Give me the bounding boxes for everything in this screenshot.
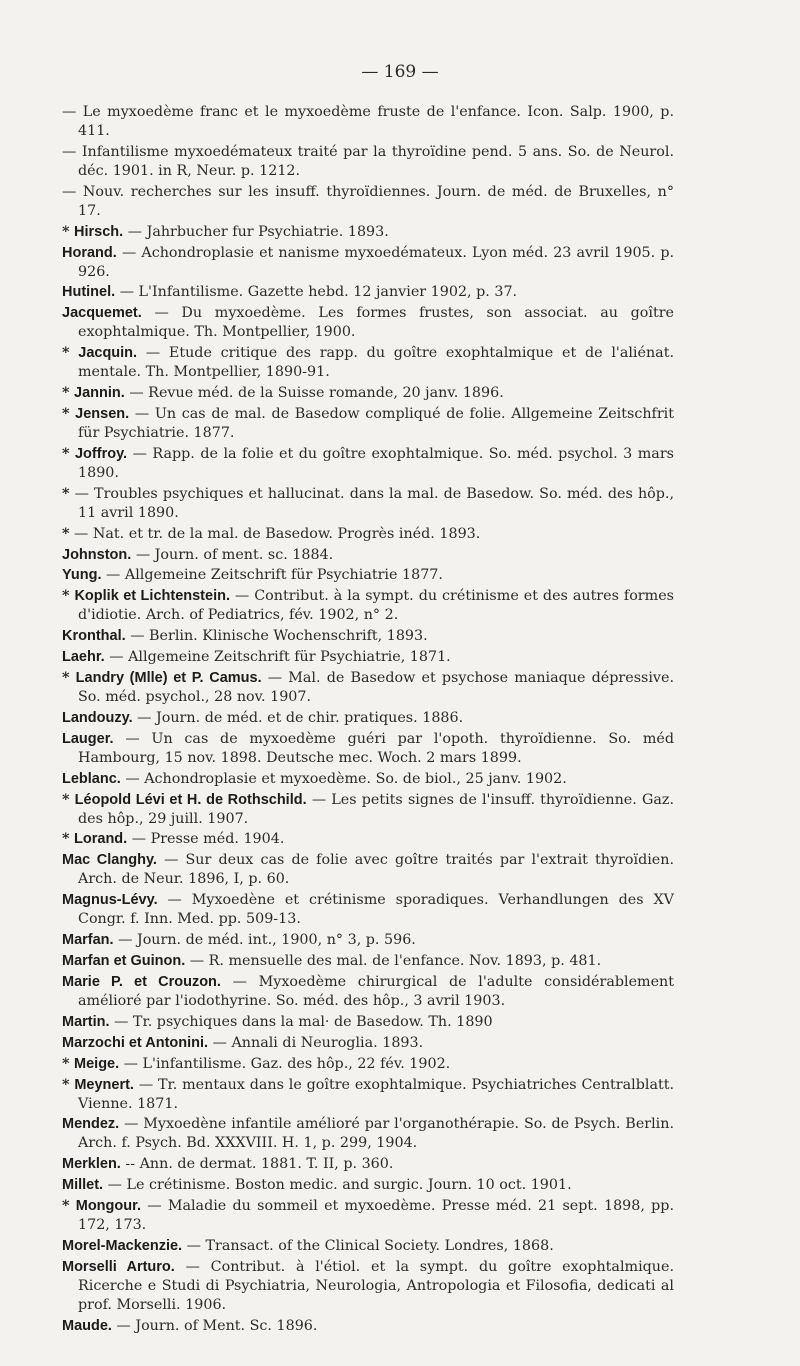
- bibliography-entry: [62, 791, 674, 829]
- entry-author: Jacquin.: [78, 345, 138, 362]
- entry-reference: — Allgemeine Zeitschrift für Psychiatrie, 1871.: [109, 649, 451, 666]
- entry-reference: — Etude critique des rapp. du goître exophtalmique et de l'aliénat. mentale. Th. Montpellier, 1890-91.: [78, 345, 674, 381]
- entry-author: Lorand.: [74, 831, 128, 848]
- bibliography-entry: [62, 952, 674, 971]
- bibliography-entry: [62, 344, 674, 382]
- entry-author: Jannin.: [74, 385, 125, 402]
- bibliography-entry: [62, 851, 674, 889]
- bibliography-entry: [62, 304, 674, 342]
- entry-reference: — Contribut. à l'étiol. et la sympt. du goître exophtalmique. Ricerche e Studi di Psychiatria, Neurologia, Antropologia et Filosofia, dedicati al prof. Morselli. 1906.: [78, 1258, 675, 1313]
- entry-reference: — Sur deux cas de folie avec goître traités par l'extrait thyroïdien. Arch. de Neur. 1896, I, p. 60.: [78, 852, 675, 888]
- entry-reference: — Jahrbucher fur Psychiatrie. 1893.: [127, 223, 389, 240]
- entry-reference: — Presse méd. 1904.: [131, 831, 285, 848]
- bibliography-entry: [62, 405, 674, 443]
- entry-reference: — Infantilisme myxoedémateux traité par la thyroïdine pend. 5 ans. So. de Neurol. déc. 1901. in R, Neur. p. 1212.: [62, 143, 674, 179]
- entry-reference: — Myxoedène et crétinisme sporadiques. Verhandlungen des XV Congr. f. Inn. Med. pp. 509-13.: [78, 892, 674, 928]
- bibliography-entry: [62, 770, 674, 789]
- bibliography-entry: [62, 891, 674, 929]
- bibliography-entry: [62, 1034, 674, 1053]
- asterisk-mark: *: [62, 831, 70, 848]
- bibliography-entry: [62, 648, 674, 667]
- bibliography-entry: [62, 103, 674, 141]
- bibliography-entry: [62, 709, 674, 728]
- bibliography-entry: [62, 1258, 674, 1315]
- entry-reference: — Journ. de méd. et de chir. pratiques. 1886.: [137, 709, 464, 726]
- entry-reference: — Revue méd. de la Suisse romande, 20 janv. 1896.: [129, 385, 504, 402]
- entry-reference: — Journ. de méd. int., 1900, n° 3, p. 596.: [118, 932, 416, 949]
- entry-reference: — Tr. psychiques dans la mal· de Basedow. Th. 1890: [114, 1013, 493, 1030]
- asterisk-mark: *: [62, 485, 70, 502]
- entry-reference: — Achondroplasie et nanisme myxoedémateux. Lyon méd. 23 avril 1905. p. 926.: [78, 244, 675, 280]
- entry-author: Merklen.: [62, 1156, 121, 1173]
- bibliography-entry: [62, 1076, 674, 1114]
- entry-author: Morselli Arturo.: [62, 1258, 175, 1275]
- entry-author: Marfan.: [62, 932, 114, 949]
- entry-author: Meynert.: [74, 1076, 134, 1093]
- bibliography-entry: [62, 384, 674, 403]
- asterisk-mark: *: [62, 588, 70, 605]
- asterisk-mark: *: [62, 345, 70, 362]
- entry-reference: — Tr. mentaux dans le goître exophtalmique. Psychiatriches Centralblatt. Vienne. 1871.: [78, 1076, 675, 1112]
- asterisk-mark: *: [62, 791, 70, 808]
- entry-author: Leblanc.: [62, 770, 121, 787]
- entry-reference: — L'Infantilisme. Gazette hebd. 12 janvier 1902, p. 37.: [119, 284, 518, 301]
- entry-reference: — Annali di Neuroglia. 1893.: [212, 1034, 424, 1051]
- entry-author: Millet.: [62, 1177, 104, 1194]
- entry-author: Morel-Mackenzie.: [62, 1237, 183, 1254]
- bibliography-entry: [62, 546, 674, 565]
- entry-author: Mac Clanghy.: [62, 852, 157, 869]
- entry-reference: — L'infantilisme. Gaz. des hôp., 22 fév. 1902.: [123, 1055, 451, 1072]
- entry-reference: — Allgemeine Zeitschrift für Psychiatrie 1877.: [106, 567, 443, 584]
- entry-author: Landouzy.: [62, 709, 133, 726]
- entry-author: Lauger.: [62, 730, 114, 747]
- entry-reference: — Nouv. recherches sur les insuff. thyroïdiennes. Journ. de méd. de Bruxelles, n° 17.: [62, 183, 674, 219]
- bibliography-entry: [62, 566, 674, 585]
- bibliography-entry: [62, 445, 674, 483]
- bibliography-entry: [62, 627, 674, 646]
- entry-author: Marie P. et Crouzon.: [62, 973, 221, 990]
- entry-author: Jacquemet.: [62, 305, 142, 322]
- bibliography-entry: [62, 1155, 674, 1174]
- asterisk-mark: *: [62, 525, 70, 542]
- entry-reference: — Journ. of ment. sc. 1884.: [135, 546, 334, 563]
- asterisk-mark: *: [62, 385, 70, 402]
- entry-author: Horand.: [62, 244, 117, 261]
- entry-reference: — Troubles psychiques et hallucinat. dans la mal. de Basedow. So. méd. des hôp., 11 avril 1890.: [74, 485, 675, 521]
- entry-author: Joffroy.: [74, 445, 128, 462]
- entry-reference: — Les petits signes de l'insuff. thyroïdienne. Gaz. des hôp., 29 juill. 1907.: [78, 791, 675, 827]
- entry-reference: — Un cas de mal. de Basedow compliqué de folie. Allgemeine Zeitschfrit für Psychiatrie. 1877.: [78, 406, 675, 442]
- entry-reference: — Le crétinisme. Boston medic. and surgic. Journ. 10 oct. 1901.: [107, 1177, 572, 1194]
- bibliography-entry: [62, 1115, 674, 1153]
- entry-author: Hirsch.: [74, 223, 124, 240]
- page-number: — 169 —: [361, 62, 439, 82]
- asterisk-mark: *: [62, 1076, 70, 1093]
- entry-author: Landry (Mlle) et P. Camus.: [75, 670, 262, 687]
- bibliography-list: [62, 103, 674, 1338]
- bibliography-entry: [62, 525, 674, 544]
- entry-author: Hutinel.: [62, 284, 116, 301]
- entry-reference: — Journ. of Ment. Sc. 1896.: [116, 1317, 318, 1334]
- entry-reference: — Berlin. Klinische Wochenschrift, 1893.: [130, 628, 428, 645]
- bibliography-entry: [62, 283, 674, 302]
- entry-author: Mongour.: [75, 1198, 141, 1215]
- entry-author: Jensen.: [75, 406, 130, 423]
- bibliography-entry: [62, 485, 674, 523]
- entry-author: Mendez.: [62, 1116, 120, 1133]
- asterisk-mark: *: [62, 445, 70, 462]
- bibliography-entry: [62, 973, 674, 1011]
- bibliography-entry: [62, 223, 674, 242]
- bibliography-entry: [62, 244, 674, 282]
- entry-author: Johnston.: [62, 546, 132, 563]
- entry-reference: — Achondroplasie et myxoedème. So. de biol., 25 janv. 1902.: [125, 770, 567, 787]
- asterisk-mark: *: [62, 1055, 70, 1072]
- bibliography-entry: [62, 931, 674, 950]
- asterisk-mark: *: [62, 670, 70, 687]
- asterisk-mark: *: [62, 406, 70, 423]
- entry-author: Laehr.: [62, 649, 105, 666]
- entry-author: Martin.: [62, 1013, 110, 1030]
- entry-reference: — Mal. de Basedow et psychose maniaque dépressive. So. méd. psychol., 28 nov. 1907.: [78, 670, 675, 706]
- entry-reference: — Du myxoedème. Les formes frustes, son associat. au goître exophtalmique. Th. Montpellier, 1900.: [78, 305, 674, 341]
- bibliography-entry: [62, 1055, 674, 1074]
- entry-reference: — Le myxoedème franc et le myxoedème fruste de l'enfance. Icon. Salp. 1900, p. 411.: [62, 104, 674, 139]
- bibliography-entry: [62, 830, 674, 849]
- asterisk-mark: *: [62, 1198, 70, 1215]
- entry-reference: — Un cas de myxoedème guéri par l'opoth. thyroïdienne. So. méd Hambourg, 15 nov. 1898. Deutsche mec. Woch. 2 mars 1899.: [78, 730, 674, 766]
- bibliography-entry: [62, 1237, 674, 1256]
- entry-author: Meige.: [74, 1055, 120, 1072]
- bibliography-entry: [62, 1197, 674, 1235]
- bibliography-entry: [62, 183, 674, 221]
- entry-author: Yung.: [62, 567, 102, 584]
- entry-author: Kronthal.: [62, 628, 126, 645]
- entry-reference: — Rapp. de la folie et du goître exophtalmique. So. méd. psychol. 3 mars 1890.: [78, 445, 674, 481]
- entry-reference: — R. mensuelle des mal. de l'enfance. Nov. 1893, p. 481.: [189, 953, 602, 970]
- asterisk-mark: *: [62, 223, 70, 240]
- bibliography-entry: [62, 730, 674, 768]
- entry-reference: -- Ann. de dermat. 1881. T. II, p. 360.: [125, 1156, 394, 1173]
- entry-author: Koplik et Lichtenstein.: [74, 588, 230, 605]
- bibliography-entry: [62, 669, 674, 707]
- bibliography-entry: [62, 1013, 674, 1032]
- entry-author: Magnus-Lévy.: [62, 892, 158, 909]
- entry-reference: — Nat. et tr. de la mal. de Basedow. Progrès inéd. 1893.: [74, 525, 481, 542]
- entry-reference: — Myxoedène infantile amélioré par l'organothérapie. So. de Psych. Berlin. Arch. f. Psych. Bd. XXXVIII. H. 1, p. 299, 1904.: [78, 1116, 675, 1152]
- entry-author: Marfan et Guinon.: [62, 953, 186, 970]
- entry-reference: — Transact. of the Clinical Society. Londres, 1868.: [186, 1237, 554, 1254]
- entry-author: Léopold Lévi et H. de Rothschild.: [74, 791, 307, 808]
- bibliography-entry: [62, 1176, 674, 1195]
- entry-reference: — Maladie du sommeil et myxoedème. Presse méd. 21 sept. 1898, pp. 172, 173.: [78, 1198, 675, 1234]
- entry-reference: — Myxoedème chirurgical de l'adulte considérablement amélioré par l'iodothyrine. So. méd. des hôp., 3 avril 1903.: [78, 973, 675, 1009]
- bibliography-entry: [62, 587, 674, 625]
- bibliography-entry: [62, 143, 674, 181]
- bibliography-entry: [62, 1317, 674, 1336]
- entry-author: Maude.: [62, 1317, 112, 1334]
- entry-author: Marzochi et Antonini.: [62, 1034, 209, 1051]
- entry-reference: — Contribut. à la sympt. du crétinisme et des autres formes d'idiotie. Arch. of Pediatrics, fév. 1902, n° 2.: [78, 588, 674, 624]
